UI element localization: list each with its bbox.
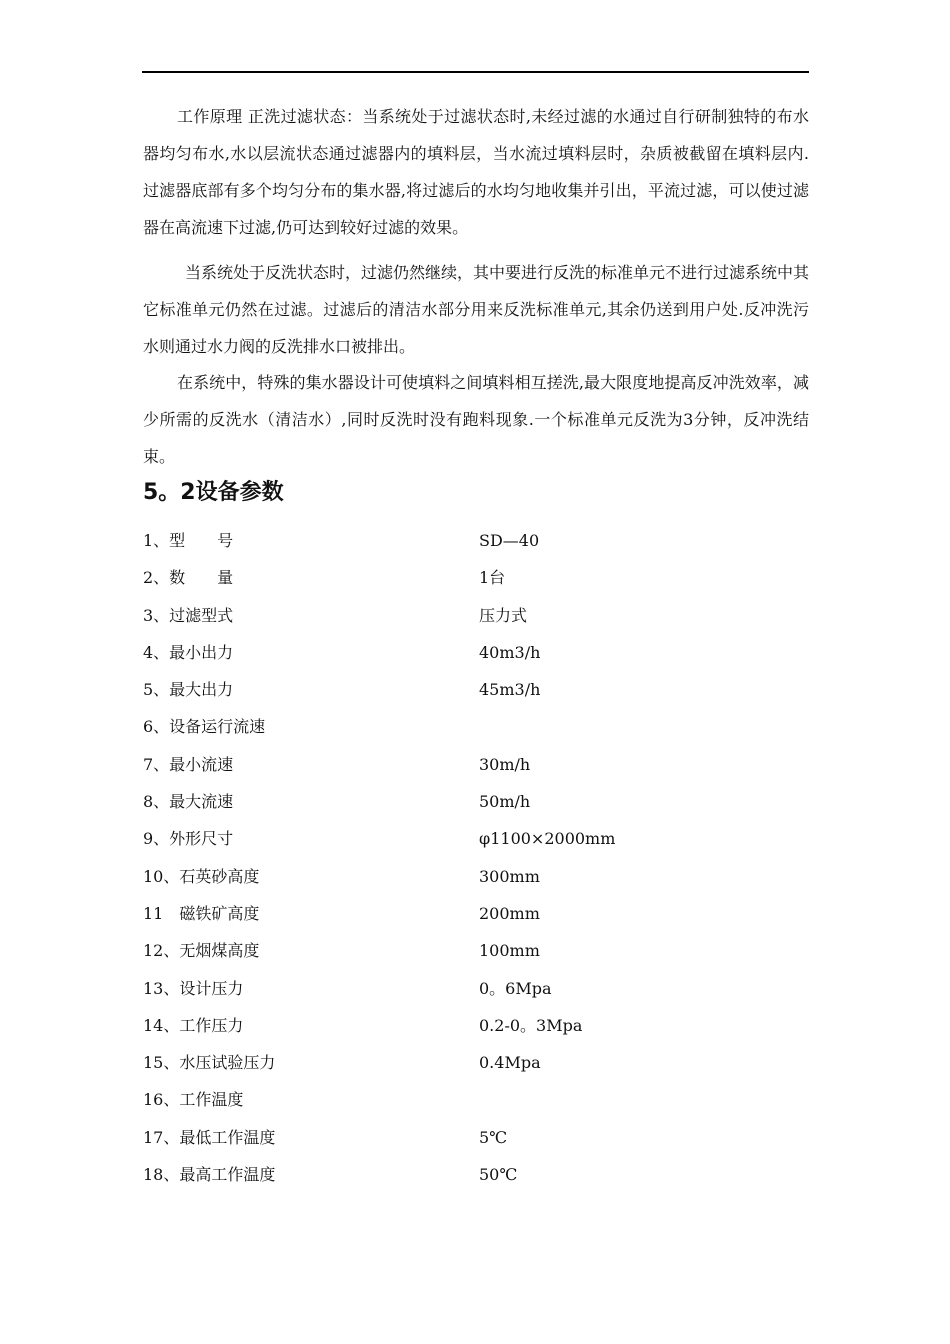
spec-row	[143, 597, 809, 634]
spec-row	[143, 634, 809, 671]
spec-value: 50m/h	[479, 792, 531, 812]
spec-label: 10、石英砂高度	[143, 866, 260, 886]
spec-label: 9、外形尺寸	[143, 829, 234, 849]
spec-row	[143, 1119, 809, 1156]
spec-row	[143, 671, 809, 708]
spec-value: 30m/h	[479, 754, 531, 774]
spec-value: 0.4Mpa	[479, 1053, 541, 1073]
spec-value: 0。6Mpa	[479, 978, 552, 998]
spec-label: 11 磁铁矿高度	[143, 903, 260, 923]
spec-value: 40m3/h	[479, 642, 541, 662]
spec-label: 2、数 量	[143, 568, 234, 588]
spec-label: 4、最小出力	[143, 642, 234, 662]
spec-label: 5、最大出力	[143, 680, 234, 700]
spec-value: 50℃	[479, 1165, 518, 1185]
spec-label: 17、最低工作温度	[143, 1127, 276, 1147]
spec-value: 压力式	[479, 605, 528, 625]
spec-value: 100mm	[479, 941, 540, 961]
spec-row	[143, 783, 809, 820]
spec-label: 15、水压试验压力	[143, 1053, 276, 1073]
spec-row	[143, 559, 809, 596]
spec-value: 300mm	[479, 866, 540, 886]
spec-label: 14、工作压力	[143, 1015, 244, 1035]
spec-row	[143, 708, 809, 745]
spec-value: 45m3/h	[479, 680, 541, 700]
spec-label: 16、工作温度	[143, 1090, 244, 1110]
spec-label: 7、最小流速	[143, 754, 234, 774]
spec-row	[143, 895, 809, 932]
spec-row	[143, 746, 809, 783]
spec-value: 0.2-0。3Mpa	[479, 1015, 583, 1035]
section-heading: 5。2设备参数	[143, 480, 284, 505]
spec-list	[143, 522, 809, 1193]
spec-row	[143, 1081, 809, 1118]
spec-row	[143, 970, 809, 1007]
spec-label: 1、型 号	[143, 531, 234, 550]
spec-value: 200mm	[479, 903, 540, 923]
spec-value: SD—40	[479, 531, 540, 550]
spec-label: 6、设备运行流速	[143, 717, 266, 737]
spec-row	[143, 1007, 809, 1044]
paragraph-collector-design: 在系统中，特殊的集水器设计可使填料之间填料相互搓洗,最大限度地提高反冲洗效率，减少所需的反洗水（清洁水）,同时反洗时没有跑料现象.一个标准单元反洗为3分钟，反冲洗结束。	[143, 373, 809, 466]
spec-row	[143, 522, 809, 559]
spec-label: 13、设计压力	[143, 978, 244, 998]
spec-label: 8、最大流速	[143, 792, 234, 812]
spec-label: 12、无烟煤高度	[143, 941, 260, 961]
spec-row	[143, 1044, 809, 1081]
spec-row	[143, 820, 809, 857]
spec-row	[143, 858, 809, 895]
spec-row	[143, 932, 809, 969]
spec-value: 5℃	[479, 1127, 508, 1147]
spec-value: 1台	[479, 568, 506, 588]
spec-value: φ1100×2000mm	[479, 829, 616, 849]
spec-label: 3、过滤型式	[143, 605, 234, 625]
paragraph-working-principle: 工作原理 正洗过滤状态：当系统处于过滤状态时,未经过滤的水通过自行研制独特的布水器均匀布水,水以层流状态通过滤器内的填料层，当水流过填料层时，杂质被截留在填料层内.过滤器底部有多个均匀分布的集水器,将过滤后的水均匀地收集并引出，平流过滤，可以使过滤器在高流速下过滤,仍可达到较好过滤的效果。	[143, 107, 809, 237]
spec-row	[143, 1156, 809, 1193]
header-rule	[142, 71, 809, 73]
spec-label: 18、最高工作温度	[143, 1165, 276, 1185]
paragraph-backwash-state: 当系统处于反洗状态时，过滤仍然继续，其中要进行反洗的标准单元不进行过滤系统中其它标准单元仍然在过滤。过滤后的清洁水部分用来反洗标准单元,其余仍送到用户处.反冲洗污水则通过水力阀的反洗排水口被排出。	[143, 263, 810, 356]
